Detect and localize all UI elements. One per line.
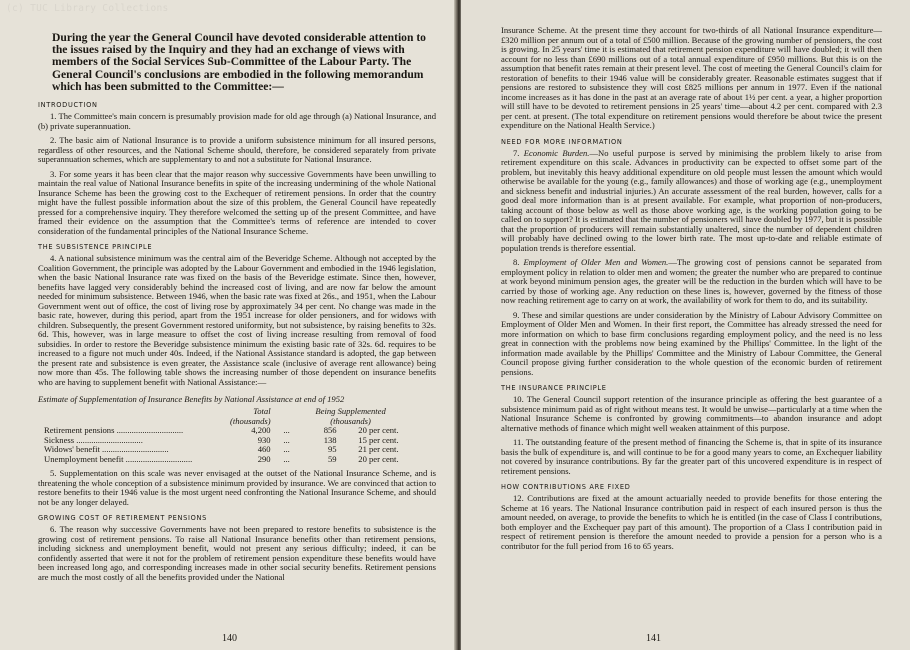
supplementation-table	[42, 407, 401, 464]
row-total: 460	[257, 444, 271, 455]
heading-contributions-fixed: HOW CONTRIBUTIONS ARE FIXED	[501, 483, 631, 491]
paragraph-2: 2. The basic aim of National Insurance is to provide a uniform subsistence minimum for all insured persons, regardless of other resources, and the National Scheme should, therefore, be considered separately from private superannuation schemes, which are supplementary to and not a substitute for National Insurance.	[38, 135, 436, 165]
paragraph-6-continued: Insurance Scheme. At the present time they account for two-thirds of all National Insurance expenditure—£320 million per annum out of a total of £500 million. Because of the growing number of pensioners, the cost is growing. In 25 years' time it is estimated that retirement pension expenditure will have doubled; it will then account for no less than £690 millions out of a total annual expenditure of £950 millions. But this is on the assumption that benefit rates remain at their present level. The cost of meeting the General Council's claim for restoration of benefits to their 1946 value will be considerably greater. Reasonable estimates suggest that if pensions are restored to subsistence they will cost £825 millions per annum in 1977. Even if the national income increases as it has done in the past at an average rate of about 1½ per cent. a year, a higher proportion will still have to be devoted to retirement pensions in 25 years' time—about 4.2 per cent. compared with 2.3 per cent. at present. (The total expenditure on retirement pensions would therefore be about twice the present expenditure on the National Health Service.)	[501, 25, 882, 130]
paragraph-5: 5. Supplementation on this scale was never envisaged at the outset of the National Insurance Scheme, and is threatening the whole conception of a subsistence minimum provided by insurance. We are convinced that action to restore benefits to their 1946 value is the most urgent need confronting the National Insurance Scheme, and should not be any longer delayed.	[38, 468, 436, 507]
row-separator: ...	[283, 453, 290, 464]
header-supplemented: Being Supplemented	[315, 406, 386, 417]
page-number-right: 141	[646, 633, 661, 644]
row-label: Sickness	[44, 434, 75, 445]
table-caption: Estimate of Supplementation of Insurance Benefits by National Assistance at end of 1952	[38, 394, 345, 405]
row-supplemented: 95	[328, 444, 337, 455]
row-total: 4,200	[251, 425, 271, 436]
row-supplemented: 138	[323, 434, 337, 445]
paragraph-8-title: Employment of Older Men and Women.	[523, 257, 669, 267]
row-separator: ...	[283, 434, 290, 445]
row-label: Unemployment benefit	[44, 453, 124, 464]
page-number-left: 140	[222, 633, 237, 644]
paragraph-3: 3. For some years it has been clear that the major reason why successive Governments have been unwilling to maintain the real value of National Insurance benefits in spite of the increasing undermining of the whole National Insurance Scheme has been the growing cost to the Exchequer of retirement pensions. In order that the country might have the fullest possible information about the size of this problem, the General Council have repeatedly pressed for a comprehensive inquiry. They therefore welcomed the setting up of the present Committee, and have framed their evidence on the assumption that the Committee's terms of reference are intended to cover consideration of the fundamental principles of the National Insurance Scheme.	[38, 168, 436, 236]
intro-paragraph: During the year the General Council have devoted considerable attention to the issues raised by the Inquiry and they had an exchange of views with members of the Social Services Sub-Committee of the Labour Party. The General Council's conclusions are embodied in the following memorandum which has been submitted to the Committee:—	[52, 31, 426, 93]
row-label: Retirement pensions	[44, 425, 115, 436]
paragraph-1: 1. The Committee's main concern is presumably provision made for old age through (a) National Insurance, and (b) private superannuation.	[38, 111, 436, 131]
header-total: Total	[253, 406, 271, 417]
leader-dots: ...............................	[76, 434, 143, 445]
heading-need-for-information: NEED FOR MORE INFORMATION	[501, 137, 623, 146]
heading-subsistence-principle: THE SUBSISTENCE PRINCIPLE	[38, 243, 153, 252]
paragraph-11: 11. The outstanding feature of the present method of financing the Scheme is, that in spite of its insurance basis the bulk of expenditure is, and will continue to be for a good many years to come, an Exchequer liability not covered by insurance contributions. By far the greater part of this uncovered expenditure is in respect of retirement pensions.	[501, 437, 882, 476]
paragraph-8	[501, 258, 882, 306]
paragraph-10: 10. The General Council support retention of the insurance principle as offering the best guarantee of a subsistence minimum paid as of right without means test. It would be unwise—particularly at a time when the National Insurance Scheme is confronted by growing commitments—to abandon insurance and adopt alternative methods of finance which might well weaken attainment of this purpose.	[501, 394, 882, 433]
paragraph-6: 6. The reason why successive Governments have not been prepared to restore benefits to subsistence is the growing cost of retirement pensions. To raise all National Insurance benefits other than retirement pensions, including sickness and unemployment benefit, would not present any serious difficulty; indeed, it can be confidently asserted that were it not for the problem of retirement pension expenditure these benefits would have been increased long ago, and corresponding increases made in other social security benefits. Retirement pensions are much the most costly of all the benefits provided under the National	[38, 524, 436, 582]
paragraph-7-title: Economic Burden.	[523, 147, 590, 158]
paragraph-12: 12. Contributions are fixed at the amount actuarially needed to provide benefits for those entering the Scheme at 16 years. The National Insurance contribution paid in respect of each insured person is thus the amount needed, on average, to provide the benefits to which he is entitled (in the case of Class I contributions, both employer and the Exchequer pay part of this amount). The proportion of a Class I contribution paid in respect of retirement pension is therefore the amount needed to provide a pension for a person who is a contributor for the full period from 16 to 65 years.	[501, 493, 882, 551]
row-percent: 20 per cent.	[358, 425, 399, 436]
row-total: 930	[257, 434, 271, 445]
paragraph-9: 9. These and similar questions are under consideration by the Ministry of Labour Advisory Committee on Employment of Older Men and Women. In their first report, the Committee has already stressed the need for more information on which to base firm conclusions regarding employment policy, and the need is no less great in connection with the problems now being examined by the Phillips' Committee. In the light of the information made available by the Phillips' Committee and the Ministry of Labour Committee, the General Council propose giving further consideration to the whole question of the economic burden of retirement pensions.	[501, 309, 882, 377]
row-supplemented: 856	[323, 425, 337, 436]
heading-insurance-principle: THE INSURANCE PRINCIPLE	[501, 384, 607, 392]
paragraph-8-body: —The growing cost of pensions cannot be separated from employment policy in relation to older men and women; the greater the number who are prepared to continue at work beyond minimum pension ages, the greater will be the reduction in the burden which will have to be carried by those of working age. Any reduction on these lines is, however, governed by the fitness of those now reaching retirement age to carry on at work, the availability of work for them to do, and its suitability.	[501, 257, 882, 305]
row-total: 290	[257, 453, 271, 464]
header-supplemented-unit: (thousands)	[330, 415, 371, 426]
row-percent: 20 per cent.	[358, 453, 399, 464]
leader-dots: ...............................	[102, 444, 169, 455]
paragraph-4: 4. A national subsistence minimum was the central aim of the Beveridge Scheme. Although not accepted by the Coalition Government, the principle was adopted by the Labour Government and embodied in the 1946 legislation, when the basic National Insurance rate was fixed on the basis of the Beveridge estimate. Since then, however, benefits have lagged very considerably behind the increased cost of living, and are now far below the amount needed for minimum subsistence. Between 1946, when the basic rate was fixed at 26s., and 1951, when the Labour Government went out of office, the cost of living rose by approximately 34 per cent. No change was made in the basic rate, however, during this period, apart from the 1951 increase for older pensioners, and for widows with children. Subsequently, the present Government restored uniformity, but not subsistence, by raising benefits to 32s. 6d. This, however, was in large measure to offset the cost of living increase resulting from removal of food subsidies. In order to restore the Beveridge subsistence minimum the existing basic rate of 32s. 6d. requires to be increased to a figure not much under 40s. Indeed, if the National Assistance standard is adopted, the gap between the present rate and subsistence is even greater, the Assistance scale (inclusive of average rent allowance) being now more than 45s. The following table shows the increasing number of those dependent on insurance benefits who are having to supplement benefit with National Assistance:—	[38, 253, 436, 387]
row-separator: ...	[283, 425, 290, 436]
watermark: (c) TUC Library Collections	[6, 3, 169, 14]
leader-dots: ...............................	[125, 453, 193, 464]
paragraph-8-number: 8.	[513, 257, 520, 267]
heading-growing-cost: GROWING COST OF RETIREMENT PENSIONS	[38, 514, 208, 523]
row-percent: 21 per cent.	[358, 444, 399, 455]
header-total-unit: (thousands)	[230, 415, 271, 426]
heading-introduction: INTRODUCTION	[38, 101, 98, 110]
leader-dots: ...............................	[116, 425, 184, 436]
table-row	[42, 455, 401, 465]
paragraph-7-body: —No useful purpose is served by minimising the problem likely to arise from retirement expenditure on this scale. Advances in productivity can be expected to offset some part of the problem, but inevitably this heavy additional expenditure on old people must lessen the amount which would otherwise be available for the young (e.g., family allowances) and those of working age (e.g., unemployment and sickness benefit and industrial injuries.) An accurate assessment of the real burden, however, calls for a good deal more information than is at present available. For example, what proportion of non-producers, taking account of those below as well as those above working age, is the working population going to be called on to support? It is estimated that the number of pensioners will have doubled by 1977, but it is possible that the proportion of producers will remain substantially unaltered, since the number of dependent children will probably have declined owing to the lower birth rate. The most up-to-date and reliable estimate of population trends is therefore essential.	[501, 147, 882, 253]
paragraph-7	[501, 149, 882, 254]
row-percent: 15 per cent.	[358, 434, 399, 445]
row-label: Widows' benefit	[44, 444, 100, 455]
row-supplemented: 59	[328, 453, 337, 464]
paragraph-7-number: 7.	[513, 147, 520, 158]
row-separator: ...	[283, 444, 290, 455]
right-page	[461, 0, 910, 650]
